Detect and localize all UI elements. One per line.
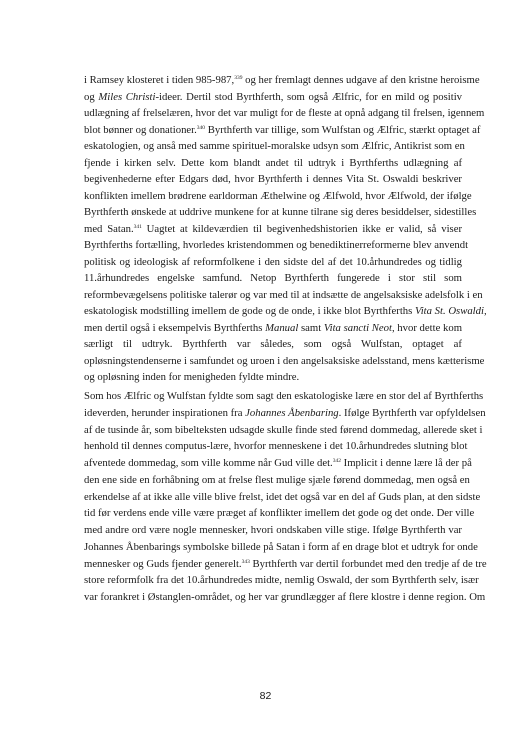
footnote-reference: 342 <box>332 458 341 464</box>
text-run: Byrthferth var tillige, som Wulfstan og Ælfric, stærkt optaget af <box>205 123 481 136</box>
text-run: blot bønner og donationer. <box>84 123 197 136</box>
text-run: og her fremlagt dennes udgave af den kristne heroisme <box>242 74 480 86</box>
text-run: udlægning af frelselæren, hvor det var muligt for de fleste at opnå adgang til frelsen, igennem <box>84 107 485 119</box>
text-line <box>84 90 462 104</box>
text-run: begivenhederne efter Edgars død, hvor Byrthferth i dennes Vita St. Oswaldi beskriver <box>84 173 462 185</box>
text-line <box>84 205 477 219</box>
text-run: opløsningstendenserne i samfundet og uroen i den angelsaksiske adelsstand, mens kætterisme <box>84 354 485 367</box>
text-run: og <box>84 90 99 103</box>
text-line <box>84 389 484 403</box>
text-line <box>84 106 485 120</box>
text-line <box>84 304 487 318</box>
text-line <box>84 222 462 236</box>
text-line <box>84 337 462 351</box>
text-line <box>84 354 485 368</box>
text-run: Johannes Åbenbarings symbolske billede på Satan i form af en drage blot et udtryk for onde <box>84 540 478 553</box>
text-line <box>84 271 462 285</box>
text-run: . Ifølge Byrthferth var opfyldelsen <box>338 406 486 419</box>
text-run: med Satan. <box>84 222 134 235</box>
italic-title: Manual <box>265 321 299 334</box>
text-run: Byrthferths fortælling, hvorledes kristendommen og benediktinerreformerne blev anvendt <box>84 239 469 251</box>
text-run: Byrthferth var dertil forbundet med den tredje af de tre <box>249 557 487 570</box>
text-line <box>84 238 469 252</box>
text-line <box>84 540 478 554</box>
text-run: Som hos Ælfric og Wulfstan fyldte som sagt den eskatologiske lære en stor del af Byrthferths <box>84 390 484 402</box>
text-run: , hvor dette kom <box>391 321 463 334</box>
text-line <box>84 255 462 269</box>
text-run: -ideer. Dertil stod Byrthferth, som også Ælfric, for en mild og positiv <box>155 90 463 103</box>
text-line <box>84 590 486 604</box>
text-run: ideverden, herunder inspirationen fra <box>84 406 246 419</box>
text-run: den ene side en forhåbning om at frelse flest mulige sjæle førend dommedag, men også en <box>84 473 470 486</box>
text-run: 11.århundredes engelske samfund. Netop Byrthferth fungerede i stor stil som <box>84 272 462 284</box>
text-run: men dertil også i eksempelvis Byrthferths <box>84 321 266 334</box>
text-line <box>84 490 481 504</box>
text-line <box>84 139 465 153</box>
text-run: politisk og ideologisk af reformfolkene i den sidste del af det 10.århundredes og tidlig <box>84 255 462 268</box>
text-line <box>84 370 462 384</box>
text-run: eskatologien, og anså med samme spirituel-moralske udsyn som Ælfric, Antikrist som en <box>84 140 465 152</box>
text-line <box>84 156 462 170</box>
text-line <box>84 73 480 87</box>
text-run: af de tusinde år, som bibelteksten udsagde skulle finde sted førend dommedag, allerede sket i <box>84 423 483 436</box>
text-run: Implicit i denne lære lå der på <box>340 457 472 469</box>
text-line <box>84 189 472 203</box>
text-run: var forankret i Østanglen-området, og her var grundlægger af flere klostre i denne region. Om <box>84 591 486 603</box>
text-line <box>84 172 462 186</box>
footnote-reference: 341 <box>133 223 142 230</box>
text-line <box>84 456 472 470</box>
text-line <box>84 288 483 302</box>
footnote-reference: 340 <box>196 124 206 131</box>
text-run: med andre ord være nogle mennesker, hvori ondskaben ville stige. Ifølge Byrthferth var <box>84 524 462 536</box>
text-run: reformbevægelsens politiske talerør og var med til at indsætte de angelsaksiske adelsfolk i en <box>84 288 483 301</box>
italic-title: Miles Christi <box>98 90 156 103</box>
text-line <box>84 439 468 453</box>
text-run: tid før verdens ende ville være præget af konflikter imellem det gode og det onde. Der ville <box>84 507 475 520</box>
text-run: store reformfolk fra det 10.århundredes midte, nemlig Oswald, der som Byrthferth selv, især <box>84 574 479 587</box>
footnote-reference: 343 <box>241 558 250 565</box>
text-run: Uagtet at kildeværdien til begivenhedshistorien ikke er valid, så viser <box>141 222 462 235</box>
text-run: og opløsning inden for menigheden fyldte mindre. <box>84 371 300 383</box>
text-line <box>84 557 487 571</box>
text-run: afventede dommedag, som ville komme når Gud ville det. <box>84 457 333 469</box>
text-run: mennesker og Guds fjender generelt. <box>84 557 242 570</box>
text-run: særligt til udtryk. Byrthferth var således, som også Wulfstan, optaget af <box>84 338 462 350</box>
italic-title: Vita sancti Neot <box>323 321 392 334</box>
italic-title: Vita St. Oswaldi, <box>414 305 487 317</box>
text-run: Byrthferth ønskede at uddrive munkene for at kunne tilrane sig deres besiddelser, sidestilles <box>84 206 477 218</box>
text-run: eskatologisk modstilling imellem de gode og de onde, i ikke blot Byrthferths <box>84 305 415 317</box>
text-line <box>84 523 462 537</box>
text-run: konflikten imellem brødrene earldorman Æthelwine og Ælfwold, hvor Ælfwold, der ifølge <box>84 189 472 202</box>
text-line <box>84 506 475 520</box>
page-number: 82 <box>259 690 272 702</box>
text-line <box>84 423 483 437</box>
text-run: henhold til dennes computus-lære, hvorfor menneskene i det 10.århundredes slutning blot <box>84 440 468 453</box>
text-run: samt <box>298 321 324 334</box>
footnote-reference: 339 <box>234 75 243 81</box>
text-run: i Ramsey klosteret i tiden 985-987, <box>84 74 235 86</box>
text-line <box>84 573 479 587</box>
text-line <box>84 473 470 487</box>
text-run: fjende i kirken selv. Dette kom blandt andet til udtryk i Byrthferths udlægning af <box>84 156 462 169</box>
italic-title: Johannes Åbenbaring <box>245 406 339 419</box>
text-line <box>84 123 481 137</box>
text-line <box>84 406 486 420</box>
text-line <box>84 321 462 335</box>
text-run: erkendelse af at ikke alle ville blive frelst, idet det også var en del af Guds plan, at den sidste <box>84 490 481 503</box>
